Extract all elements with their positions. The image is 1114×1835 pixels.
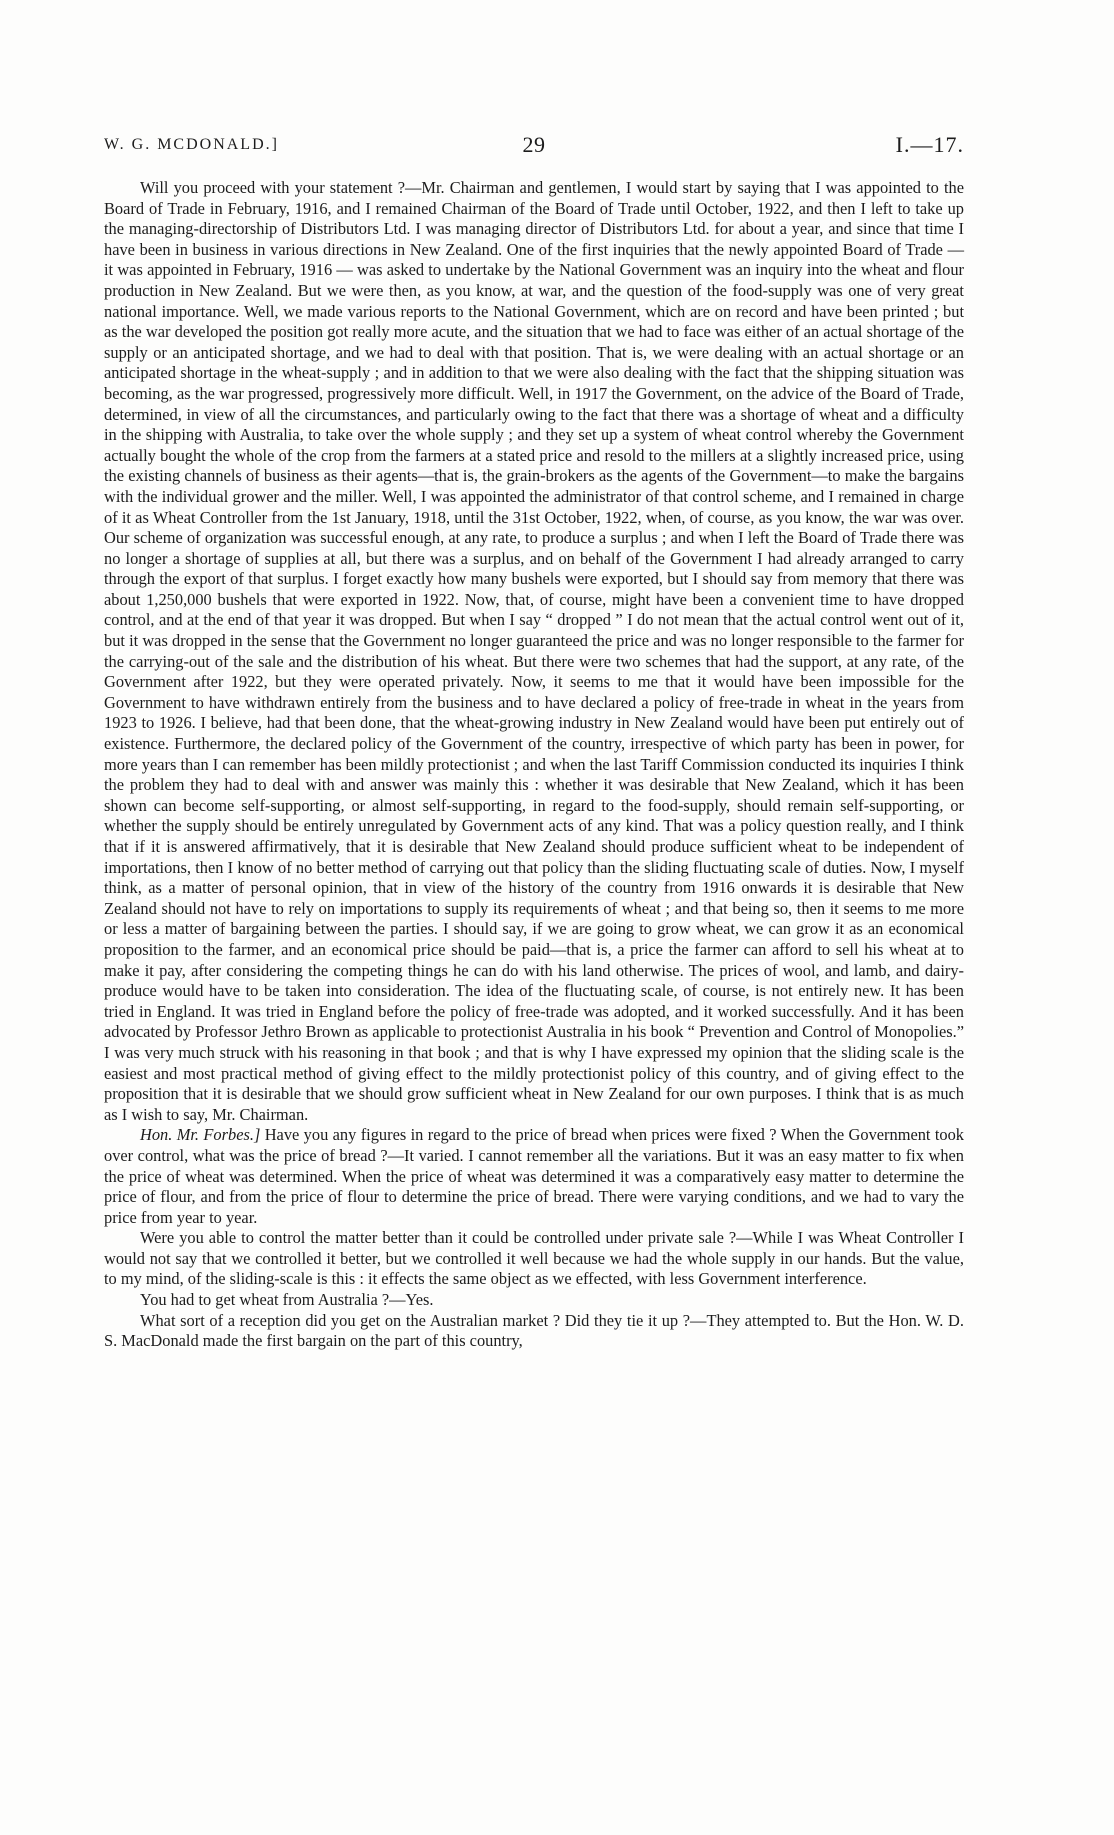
page-header [104, 132, 964, 160]
paragraph-text: You had to get wheat from Australia ?—Yes. [140, 1290, 434, 1310]
paragraph-australia-question [104, 1290, 964, 1311]
paragraph-text: Have you any figures in regard to the price of bread when prices were fixed ? When the Government took over control, what was the price of bread ?—It varied. I cannot remember all the variations. But it was an easy matter to fix when the price of wheat was determined. When the price of wheat was determined it was a comparatively easy matter to determine the price of flour, and from the price of flour to determine the price of bread. There were varying conditions, and we had to vary the price from year to year. [104, 1125, 964, 1227]
paragraph-forbes-question [104, 1125, 964, 1228]
paragraph-control-question [104, 1228, 964, 1290]
page-body [104, 178, 964, 1352]
paragraph-text: What sort of a reception did you get on the Australian market ? Did they tie it up ?—They attempted to. But the Hon. W. D. S. MacDonald made the first bargain on the part of this country, [104, 1310, 964, 1351]
paragraph-text: Were you able to control the matter better than it could be controlled under private sale ?—While I was Wheat Controller I would not say that we controlled it better, but we controlled it well because we had the whole supply in our hands. But the value, to my mind, of the sliding-scale is this : it effects the same object as we effected, with less Government interference. [104, 1228, 964, 1289]
header-witness-name: W. G. MCDONALD.] [104, 136, 279, 153]
document-reference: I.—17. [895, 132, 964, 157]
paragraph-text: Will you proceed with your statement ?—Mr. Chairman and gentlemen, I would start by saying that I was appointed to the Board of Trade in February, 1916, and I remained Chairman of the Board of Trade until October, 1922, and then I left to take up the managing-directorship of Distributors Ltd. I was managing director of Distributors Ltd. for about a year, and since that time I have been in business in various directions in New Zealand. One of the first inquiries that the newly appointed Board of Trade — it was appointed in February, 1916 — was asked to undertake by the National Government was an inquiry into the wheat and flour production in New Zealand. But we were then, as you know, at war, and the question of the food-supply was one of very great national importance. Well, we made various reports to the National Government, which are on record and have been printed ; but as the war developed the position got really more acute, and the situation that we had to face was either of an actual shortage of the supply or an anticipated shortage, and we had to deal with that position. That is, we were dealing with an actual shortage or an anticipated shortage in the wheat-supply ; and in addition to that we were also dealing with the fact that the shipping situation was becoming, as the war progressed, progressively more difficult. Well, in 1917 the Government, on the advice of the Board of Trade, determined, in view of all the circumstances, and particularly owing to the fact that there was a shortage of wheat and a difficulty in the shipping with Australia, to take over the whole supply ; and they set up a system of wheat control whereby the Government actually bought the whole of the crop from the farmers at a stated price and resold to the millers at a slightly increased price, using the existing channels of business as their agents—that is, the grain-brokers as the agents of the Government—to make the bargains with the individual grower and the miller. Well, I was appointed the administrator of that control scheme, and I remained in charge of it as Wheat Controller from the 1st January, 1918, until the 31st October, 1922, when, of course, as you know, the war was over. Our scheme of organization was successful enough, at any rate, to produce a surplus ; and when I left the Board of Trade there was no longer a shortage of supplies at all, but there was a surplus, and on behalf of the Government I had already arranged to carry through the export of that surplus. I forget exactly how many bushels were exported, but I should say from memory that there was about 1,250,000 bushels that were exported in 1922. Now, that, of course, might have been a convenient time to have dropped control, and at the end of that year it was dropped. But when I say “ dropped ” I do not mean that the actual control went out of it, but it was dropped in the sense that the Government no longer guaranteed the price and was no longer responsible to the farmer for the carrying-out of the sale and the distribution of his wheat. But there were two schemes that had the support, at any rate, of the Government after 1922, but they were operated privately. Now, it seems to me that it would have been impossible for the Government to have withdrawn entirely from the business and to have declared a policy of free-trade in wheat in the years from 1923 to 1926. I believe, had that been done, that the wheat-growing industry in New Zealand would have been put entirely out of existence. Furthermore, the declared policy of the Government of the country, irrespective of which party has been in power, for more years than I can remember has been mildly protectionist ; and when the last Tariff Commission conducted its inquiries I think the problem they had to deal with and answer was mainly this : whether it was desirable that New Zealand, which it has been shown can become self-supporting, or almost self-supporting, in regard to the food-supply, should remain self-supporting, or whether the supply should be entirely unregulated by Government acts of any kind. That was a policy question really, and I think that if it is answered affirmatively, that it is desirable that New Zealand should produce sufficient wheat to be independent of importations, then I know of no better method of carrying out that policy than the sliding fluctuating scale of duties. Now, I myself think, as a matter of personal opinion, that in view of the history of the country from 1916 onwards it is desirable that New Zealand should not have to rely on importations to supply its requirements of wheat ; and that being so, then it seems to me more or less a matter of bargaining between the parties. I should say, if we are going to grow wheat, we can grow it as an economical proposition to the farmer, and an economical price should be paid—that is, a price the farmer can afford to sell his wheat at to make it pay, after considering the competing things he can do with his land otherwise. The prices of wool, and lamb, and dairy-produce would have to be taken into consideration. The idea of the fluctuating scale, of course, is not entirely new. It has been tried in England. It was tried in England before the policy of free-trade was adopted, and it worked successfully. And it has been advocated by Professor Jethro Brown as applicable to protectionist Australia in his book “ Prevention and Control of Monopolies.” I was very much struck with his reasoning in that book ; and that is why I have expressed my opinion that the sliding scale is the easiest and most practical method of giving effect to the mildly protectionist policy of this country, and of giving effect to the proposition that it is desirable that we should grow sufficient wheat in New Zealand for our own purposes. I think that is as much as I wish to say, Mr. Chairman. [104, 178, 964, 1124]
paragraph-statement [104, 178, 964, 1125]
speaker-label: Hon. Mr. Forbes.] [140, 1125, 261, 1145]
page-number: 29 [522, 132, 546, 157]
paragraph-reception-question [104, 1311, 964, 1352]
